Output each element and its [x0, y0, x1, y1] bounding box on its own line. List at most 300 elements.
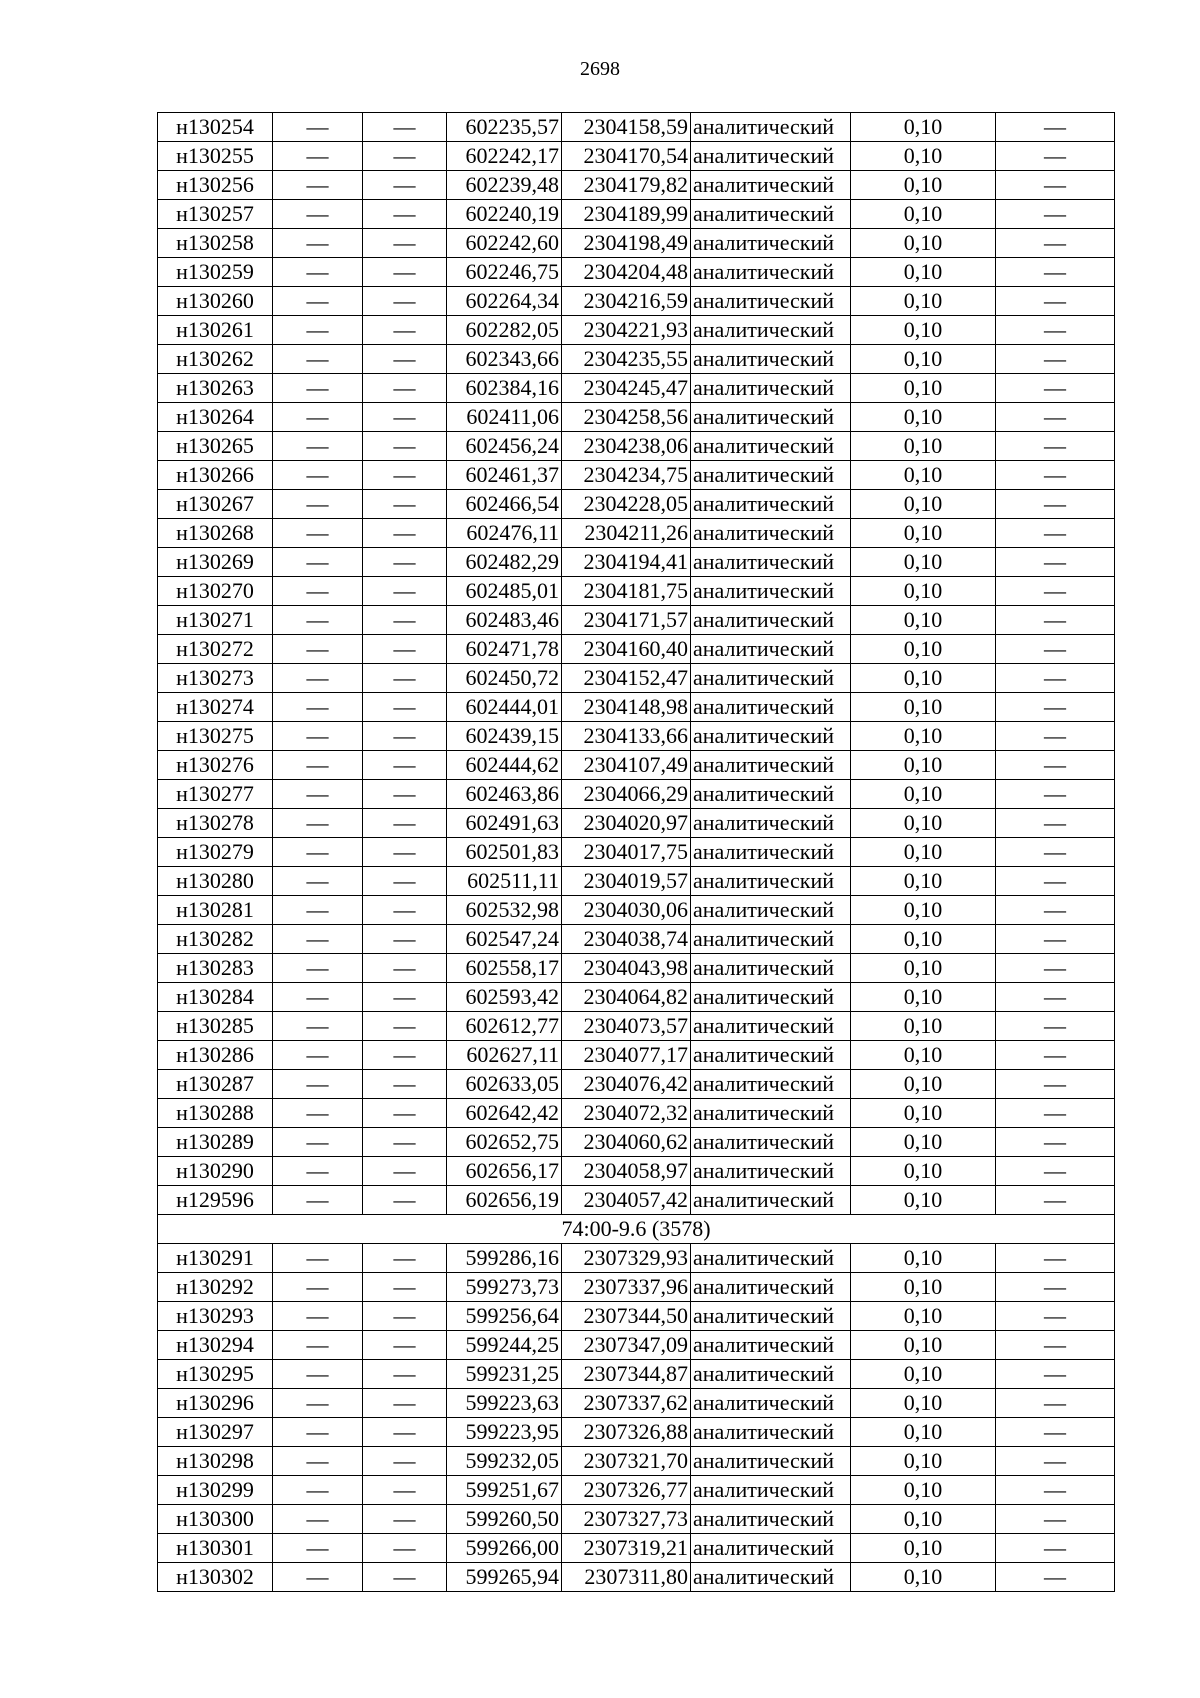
section-header — [158, 1215, 1115, 1244]
empty-dash-cell: — — [363, 1070, 447, 1099]
table-row — [158, 867, 1115, 896]
point-id-cell: н130273 — [158, 664, 273, 693]
empty-dash-cell: — — [996, 983, 1115, 1012]
table-row — [158, 1476, 1115, 1505]
empty-dash-cell: — — [996, 722, 1115, 751]
empty-dash-cell: — — [363, 229, 447, 258]
empty-dash-cell: — — [273, 171, 363, 200]
x-coordinate-cell: 599223,63 — [447, 1389, 562, 1418]
method-cell: аналитический — [691, 403, 851, 432]
table-row — [158, 1418, 1115, 1447]
table-row — [158, 606, 1115, 635]
accuracy-cell: 0,10 — [851, 1505, 996, 1534]
y-coordinate-cell: 2307319,21 — [562, 1534, 691, 1563]
empty-dash-cell: — — [363, 258, 447, 287]
table-row — [158, 229, 1115, 258]
y-coordinate-cell: 2304043,98 — [562, 954, 691, 983]
point-id-cell: н130272 — [158, 635, 273, 664]
empty-dash-cell: — — [273, 490, 363, 519]
accuracy-cell: 0,10 — [851, 403, 996, 432]
accuracy-cell: 0,10 — [851, 1360, 996, 1389]
empty-dash-cell: — — [363, 896, 447, 925]
empty-dash-cell: — — [363, 1012, 447, 1041]
accuracy-cell: 0,10 — [851, 1447, 996, 1476]
accuracy-cell: 0,10 — [851, 1128, 996, 1157]
method-cell: аналитический — [691, 229, 851, 258]
empty-dash-cell: — — [363, 1360, 447, 1389]
empty-dash-cell: — — [273, 287, 363, 316]
y-coordinate-cell: 2304152,47 — [562, 664, 691, 693]
accuracy-cell: 0,10 — [851, 258, 996, 287]
table-row — [158, 374, 1115, 403]
accuracy-cell: 0,10 — [851, 200, 996, 229]
method-cell: аналитический — [691, 606, 851, 635]
method-cell: аналитический — [691, 113, 851, 142]
empty-dash-cell: — — [363, 925, 447, 954]
empty-dash-cell: — — [363, 1418, 447, 1447]
x-coordinate-cell: 602239,48 — [447, 171, 562, 200]
accuracy-cell: 0,10 — [851, 1041, 996, 1070]
y-coordinate-cell: 2304211,26 — [562, 519, 691, 548]
empty-dash-cell: — — [273, 867, 363, 896]
empty-dash-cell: — — [996, 1070, 1115, 1099]
y-coordinate-cell: 2304235,55 — [562, 345, 691, 374]
y-coordinate-cell: 2304245,47 — [562, 374, 691, 403]
method-cell: аналитический — [691, 954, 851, 983]
empty-dash-cell: — — [363, 1389, 447, 1418]
y-coordinate-cell: 2304171,57 — [562, 606, 691, 635]
point-id-cell: н130265 — [158, 432, 273, 461]
empty-dash-cell: — — [273, 1331, 363, 1360]
empty-dash-cell: — — [273, 519, 363, 548]
empty-dash-cell: — — [273, 983, 363, 1012]
empty-dash-cell: — — [273, 722, 363, 751]
empty-dash-cell: — — [273, 1447, 363, 1476]
x-coordinate-cell: 599265,94 — [447, 1563, 562, 1592]
method-cell: аналитический — [691, 1099, 851, 1128]
empty-dash-cell: — — [996, 548, 1115, 577]
point-id-cell: н130287 — [158, 1070, 273, 1099]
table-row — [158, 1331, 1115, 1360]
method-cell: аналитический — [691, 1244, 851, 1273]
x-coordinate-cell: 602444,62 — [447, 751, 562, 780]
empty-dash-cell: — — [273, 577, 363, 606]
empty-dash-cell: — — [363, 461, 447, 490]
accuracy-cell: 0,10 — [851, 374, 996, 403]
x-coordinate-cell: 599223,95 — [447, 1418, 562, 1447]
point-id-cell: н130256 — [158, 171, 273, 200]
empty-dash-cell: — — [273, 432, 363, 461]
table-row — [158, 171, 1115, 200]
empty-dash-cell: — — [363, 374, 447, 403]
table-row — [158, 1041, 1115, 1070]
empty-dash-cell: — — [273, 1476, 363, 1505]
empty-dash-cell: — — [996, 345, 1115, 374]
y-coordinate-cell: 2307347,09 — [562, 1331, 691, 1360]
table-row — [158, 1186, 1115, 1215]
empty-dash-cell: — — [363, 1186, 447, 1215]
y-coordinate-cell: 2304030,06 — [562, 896, 691, 925]
point-id-cell: н130282 — [158, 925, 273, 954]
method-cell: аналитический — [691, 490, 851, 519]
empty-dash-cell: — — [273, 403, 363, 432]
empty-dash-cell: — — [996, 838, 1115, 867]
y-coordinate-cell: 2307321,70 — [562, 1447, 691, 1476]
empty-dash-cell: — — [996, 809, 1115, 838]
empty-dash-cell: — — [273, 1128, 363, 1157]
y-coordinate-cell: 2304019,57 — [562, 867, 691, 896]
empty-dash-cell: — — [363, 867, 447, 896]
x-coordinate-cell: 602633,05 — [447, 1070, 562, 1099]
accuracy-cell: 0,10 — [851, 1244, 996, 1273]
x-coordinate-cell: 602456,24 — [447, 432, 562, 461]
empty-dash-cell: — — [273, 1099, 363, 1128]
method-cell: аналитический — [691, 635, 851, 664]
empty-dash-cell: — — [363, 345, 447, 374]
y-coordinate-cell: 2304189,99 — [562, 200, 691, 229]
table-row — [158, 1563, 1115, 1592]
accuracy-cell: 0,10 — [851, 606, 996, 635]
accuracy-cell: 0,10 — [851, 1418, 996, 1447]
empty-dash-cell: — — [363, 606, 447, 635]
table-row — [158, 1360, 1115, 1389]
empty-dash-cell: — — [363, 316, 447, 345]
empty-dash-cell: — — [996, 1476, 1115, 1505]
point-id-cell: н130267 — [158, 490, 273, 519]
coordinates-table — [157, 112, 1115, 1592]
empty-dash-cell: — — [273, 316, 363, 345]
empty-dash-cell: — — [996, 1360, 1115, 1389]
empty-dash-cell: — — [273, 229, 363, 258]
table-row — [158, 722, 1115, 751]
empty-dash-cell: — — [363, 1273, 447, 1302]
table-row — [158, 1302, 1115, 1331]
point-id-cell: н130301 — [158, 1534, 273, 1563]
method-cell: аналитический — [691, 1447, 851, 1476]
table-row — [158, 954, 1115, 983]
accuracy-cell: 0,10 — [851, 867, 996, 896]
x-coordinate-cell: 602282,05 — [447, 316, 562, 345]
method-cell: аналитический — [691, 664, 851, 693]
empty-dash-cell: — — [363, 1505, 447, 1534]
point-id-cell: н130280 — [158, 867, 273, 896]
y-coordinate-cell: 2304058,97 — [562, 1157, 691, 1186]
y-coordinate-cell: 2307344,87 — [562, 1360, 691, 1389]
y-coordinate-cell: 2307326,77 — [562, 1476, 691, 1505]
table-row — [158, 519, 1115, 548]
x-coordinate-cell: 599273,73 — [447, 1273, 562, 1302]
y-coordinate-cell: 2304234,75 — [562, 461, 691, 490]
accuracy-cell: 0,10 — [851, 954, 996, 983]
empty-dash-cell: — — [363, 577, 447, 606]
y-coordinate-cell: 2307337,96 — [562, 1273, 691, 1302]
empty-dash-cell: — — [996, 1534, 1115, 1563]
y-coordinate-cell: 2304076,42 — [562, 1070, 691, 1099]
empty-dash-cell: — — [363, 1563, 447, 1592]
x-coordinate-cell: 602491,63 — [447, 809, 562, 838]
point-id-cell: н130292 — [158, 1273, 273, 1302]
method-cell: аналитический — [691, 316, 851, 345]
point-id-cell: н130299 — [158, 1476, 273, 1505]
y-coordinate-cell: 2304020,97 — [562, 809, 691, 838]
empty-dash-cell: — — [363, 751, 447, 780]
table-row — [158, 1447, 1115, 1476]
y-coordinate-cell: 2307337,62 — [562, 1389, 691, 1418]
point-id-cell: н130291 — [158, 1244, 273, 1273]
point-id-cell: н130297 — [158, 1418, 273, 1447]
x-coordinate-cell: 599266,00 — [447, 1534, 562, 1563]
empty-dash-cell: — — [363, 113, 447, 142]
accuracy-cell: 0,10 — [851, 1099, 996, 1128]
method-cell: аналитический — [691, 1418, 851, 1447]
method-cell: аналитический — [691, 809, 851, 838]
x-coordinate-cell: 602501,83 — [447, 838, 562, 867]
empty-dash-cell: — — [273, 664, 363, 693]
empty-dash-cell: — — [273, 461, 363, 490]
x-coordinate-cell: 599286,16 — [447, 1244, 562, 1273]
empty-dash-cell: — — [363, 1447, 447, 1476]
table-row — [158, 461, 1115, 490]
empty-dash-cell: — — [363, 780, 447, 809]
table-row — [158, 1273, 1115, 1302]
empty-dash-cell: — — [363, 1041, 447, 1070]
table-body-section-1 — [158, 113, 1115, 1215]
empty-dash-cell: — — [363, 722, 447, 751]
point-id-cell: н130274 — [158, 693, 273, 722]
method-cell: аналитический — [691, 200, 851, 229]
empty-dash-cell: — — [273, 258, 363, 287]
empty-dash-cell: — — [996, 664, 1115, 693]
point-id-cell: н130283 — [158, 954, 273, 983]
table-row — [158, 490, 1115, 519]
x-coordinate-cell: 599231,25 — [447, 1360, 562, 1389]
empty-dash-cell: — — [273, 693, 363, 722]
table-row — [158, 780, 1115, 809]
x-coordinate-cell: 602246,75 — [447, 258, 562, 287]
empty-dash-cell: — — [996, 1505, 1115, 1534]
method-cell: аналитический — [691, 345, 851, 374]
method-cell: аналитический — [691, 693, 851, 722]
empty-dash-cell: — — [273, 1070, 363, 1099]
x-coordinate-cell: 602450,72 — [447, 664, 562, 693]
empty-dash-cell: — — [273, 925, 363, 954]
table-row — [158, 664, 1115, 693]
point-id-cell: н130268 — [158, 519, 273, 548]
y-coordinate-cell: 2304228,05 — [562, 490, 691, 519]
point-id-cell: н130263 — [158, 374, 273, 403]
point-id-cell: н130295 — [158, 1360, 273, 1389]
empty-dash-cell: — — [996, 1273, 1115, 1302]
method-cell: аналитический — [691, 780, 851, 809]
x-coordinate-cell: 602482,29 — [447, 548, 562, 577]
empty-dash-cell: — — [273, 1012, 363, 1041]
accuracy-cell: 0,10 — [851, 490, 996, 519]
accuracy-cell: 0,10 — [851, 1476, 996, 1505]
empty-dash-cell: — — [363, 664, 447, 693]
point-id-cell: н130255 — [158, 142, 273, 171]
table-row — [158, 258, 1115, 287]
empty-dash-cell: — — [996, 1012, 1115, 1041]
empty-dash-cell: — — [273, 1360, 363, 1389]
table-row — [158, 1099, 1115, 1128]
method-cell: аналитический — [691, 867, 851, 896]
point-id-cell: н130258 — [158, 229, 273, 258]
empty-dash-cell: — — [273, 809, 363, 838]
accuracy-cell: 0,10 — [851, 635, 996, 664]
method-cell: аналитический — [691, 751, 851, 780]
table-row — [158, 1389, 1115, 1418]
y-coordinate-cell: 2304204,48 — [562, 258, 691, 287]
table-row — [158, 1157, 1115, 1186]
point-id-cell: н130290 — [158, 1157, 273, 1186]
x-coordinate-cell: 602558,17 — [447, 954, 562, 983]
accuracy-cell: 0,10 — [851, 1070, 996, 1099]
y-coordinate-cell: 2304198,49 — [562, 229, 691, 258]
point-id-cell: н130264 — [158, 403, 273, 432]
table-row — [158, 200, 1115, 229]
point-id-cell: н130254 — [158, 113, 273, 142]
empty-dash-cell: — — [996, 954, 1115, 983]
empty-dash-cell: — — [273, 1563, 363, 1592]
empty-dash-cell: — — [996, 490, 1115, 519]
accuracy-cell: 0,10 — [851, 809, 996, 838]
empty-dash-cell: — — [273, 751, 363, 780]
empty-dash-cell: — — [363, 1302, 447, 1331]
method-cell: аналитический — [691, 1505, 851, 1534]
point-id-cell: н130271 — [158, 606, 273, 635]
method-cell: аналитический — [691, 1041, 851, 1070]
y-coordinate-cell: 2304238,06 — [562, 432, 691, 461]
y-coordinate-cell: 2304017,75 — [562, 838, 691, 867]
point-id-cell: н130260 — [158, 287, 273, 316]
method-cell: аналитический — [691, 925, 851, 954]
table-row — [158, 1012, 1115, 1041]
point-id-cell: н130279 — [158, 838, 273, 867]
empty-dash-cell: — — [996, 606, 1115, 635]
table-row — [158, 1128, 1115, 1157]
accuracy-cell: 0,10 — [851, 1157, 996, 1186]
point-id-cell: н130296 — [158, 1389, 273, 1418]
empty-dash-cell: — — [996, 316, 1115, 345]
method-cell: аналитический — [691, 374, 851, 403]
empty-dash-cell: — — [363, 983, 447, 1012]
point-id-cell: н130278 — [158, 809, 273, 838]
accuracy-cell: 0,10 — [851, 722, 996, 751]
empty-dash-cell: — — [363, 1244, 447, 1273]
x-coordinate-cell: 602656,19 — [447, 1186, 562, 1215]
accuracy-cell: 0,10 — [851, 461, 996, 490]
accuracy-cell: 0,10 — [851, 519, 996, 548]
table-row — [158, 113, 1115, 142]
empty-dash-cell: — — [363, 693, 447, 722]
accuracy-cell: 0,10 — [851, 1012, 996, 1041]
empty-dash-cell: — — [996, 519, 1115, 548]
y-coordinate-cell: 2304060,62 — [562, 1128, 691, 1157]
point-id-cell: н130285 — [158, 1012, 273, 1041]
empty-dash-cell: — — [996, 229, 1115, 258]
section-label: 74:00-9.6 (3578) — [158, 1215, 1115, 1244]
x-coordinate-cell: 602476,11 — [447, 519, 562, 548]
point-id-cell: н130288 — [158, 1099, 273, 1128]
accuracy-cell: 0,10 — [851, 171, 996, 200]
x-coordinate-cell: 602343,66 — [447, 345, 562, 374]
x-coordinate-cell: 602656,17 — [447, 1157, 562, 1186]
x-coordinate-cell: 602461,37 — [447, 461, 562, 490]
point-id-cell: н130284 — [158, 983, 273, 1012]
empty-dash-cell: — — [363, 142, 447, 171]
y-coordinate-cell: 2307327,73 — [562, 1505, 691, 1534]
empty-dash-cell: — — [273, 780, 363, 809]
method-cell: аналитический — [691, 287, 851, 316]
x-coordinate-cell: 602235,57 — [447, 113, 562, 142]
accuracy-cell: 0,10 — [851, 751, 996, 780]
point-id-cell: н130294 — [158, 1331, 273, 1360]
accuracy-cell: 0,10 — [851, 1563, 996, 1592]
empty-dash-cell: — — [996, 200, 1115, 229]
point-id-cell: н130269 — [158, 548, 273, 577]
method-cell: аналитический — [691, 1476, 851, 1505]
empty-dash-cell: — — [273, 1505, 363, 1534]
table-row — [158, 896, 1115, 925]
empty-dash-cell: — — [996, 287, 1115, 316]
table-row — [158, 925, 1115, 954]
point-id-cell: н130266 — [158, 461, 273, 490]
empty-dash-cell: — — [996, 113, 1115, 142]
table-row — [158, 1505, 1115, 1534]
method-cell: аналитический — [691, 1273, 851, 1302]
x-coordinate-cell: 602593,42 — [447, 983, 562, 1012]
y-coordinate-cell: 2304073,57 — [562, 1012, 691, 1041]
accuracy-cell: 0,10 — [851, 1331, 996, 1360]
point-id-cell: н130281 — [158, 896, 273, 925]
table-row — [158, 432, 1115, 461]
empty-dash-cell: — — [273, 1302, 363, 1331]
accuracy-cell: 0,10 — [851, 925, 996, 954]
point-id-cell: н130277 — [158, 780, 273, 809]
empty-dash-cell: — — [273, 374, 363, 403]
empty-dash-cell: — — [363, 1331, 447, 1360]
x-coordinate-cell: 602485,01 — [447, 577, 562, 606]
empty-dash-cell: — — [363, 432, 447, 461]
empty-dash-cell: — — [996, 1418, 1115, 1447]
y-coordinate-cell: 2304194,41 — [562, 548, 691, 577]
table-row — [158, 1534, 1115, 1563]
method-cell: аналитический — [691, 1186, 851, 1215]
x-coordinate-cell: 599256,64 — [447, 1302, 562, 1331]
method-cell: аналитический — [691, 432, 851, 461]
accuracy-cell: 0,10 — [851, 577, 996, 606]
empty-dash-cell: — — [996, 1099, 1115, 1128]
x-coordinate-cell: 599260,50 — [447, 1505, 562, 1534]
empty-dash-cell: — — [996, 896, 1115, 925]
x-coordinate-cell: 599232,05 — [447, 1447, 562, 1476]
empty-dash-cell: — — [363, 403, 447, 432]
empty-dash-cell: — — [363, 1128, 447, 1157]
method-cell: аналитический — [691, 258, 851, 287]
table-row — [158, 287, 1115, 316]
method-cell: аналитический — [691, 1331, 851, 1360]
empty-dash-cell: — — [273, 1186, 363, 1215]
accuracy-cell: 0,10 — [851, 1389, 996, 1418]
empty-dash-cell: — — [273, 838, 363, 867]
accuracy-cell: 0,10 — [851, 1186, 996, 1215]
x-coordinate-cell: 602642,42 — [447, 1099, 562, 1128]
method-cell: аналитический — [691, 519, 851, 548]
empty-dash-cell: — — [273, 1389, 363, 1418]
empty-dash-cell: — — [996, 258, 1115, 287]
y-coordinate-cell: 2304072,32 — [562, 1099, 691, 1128]
y-coordinate-cell: 2304066,29 — [562, 780, 691, 809]
